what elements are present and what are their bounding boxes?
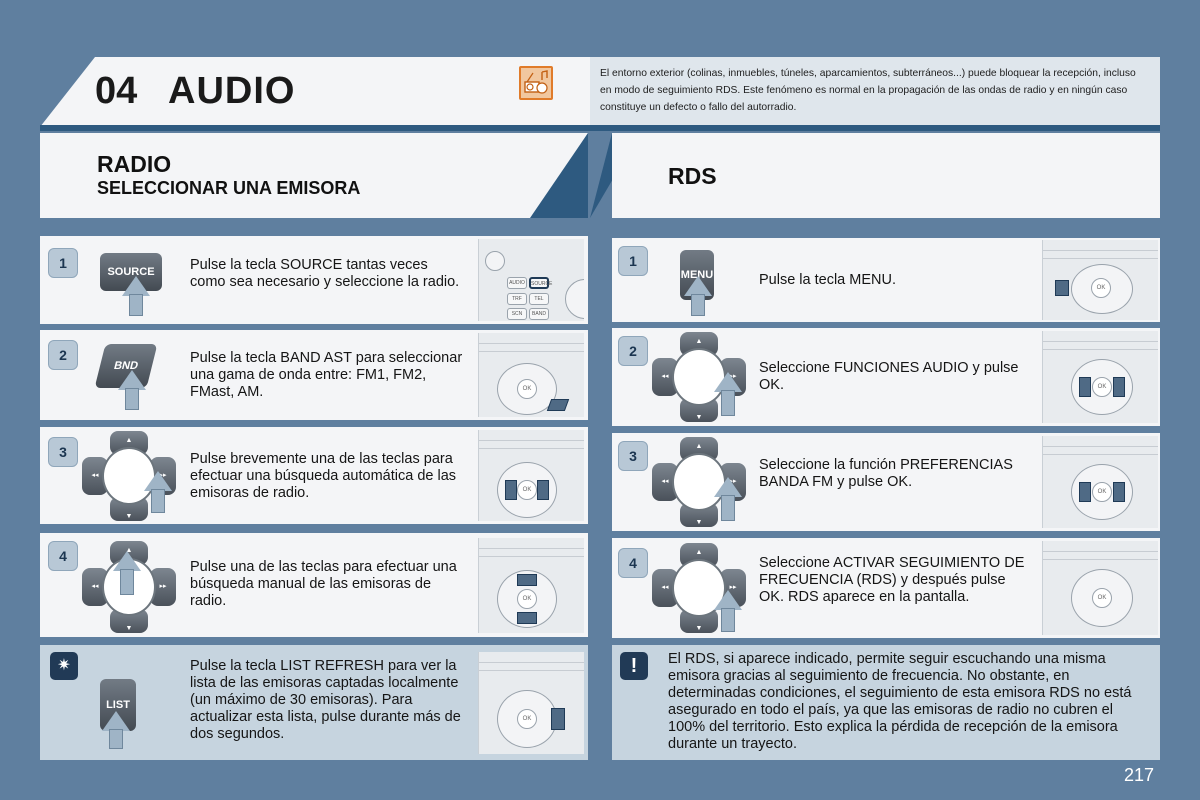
radio-step-3 bbox=[40, 427, 588, 524]
page-number: 217 bbox=[1124, 765, 1155, 785]
thumb-line bbox=[479, 343, 584, 344]
thumb-right-highlight bbox=[1113, 482, 1125, 502]
thumb-line bbox=[1043, 349, 1158, 350]
chapter-title: AUDIO bbox=[168, 70, 296, 112]
step-number-badge: 2 bbox=[48, 340, 78, 370]
step-text: Pulse la tecla SOURCE tantas veces como sea necesario y seleccione la radio. bbox=[190, 257, 460, 290]
pad-up: ▲ bbox=[680, 437, 718, 461]
rds-warning-text: El RDS, si aparece indicado, permite seguir escuchando una misma emisora gracias al seguimiento de frecuencia. No obstante, en determinadas condiciones, el seguimiento de esta emisora RDS no está asegurado en todo el país, ya que las emisoras de radio no cubren el 100% del territorio. Esto explica la pérdida de recepción de la emisora durante un trayecto. bbox=[668, 651, 1132, 752]
thumb-ok-button: OK bbox=[1091, 278, 1111, 298]
step-text: Pulse la tecla BAND AST para seleccionar una gama de onda entre: FM1, FM2, FMast, AM. bbox=[190, 350, 463, 400]
thumb-ok-button: OK bbox=[1092, 588, 1112, 608]
pad-down: ▼ bbox=[680, 609, 718, 633]
pointer-hand-stem bbox=[721, 390, 735, 416]
thumb-line bbox=[1043, 446, 1158, 447]
thumb-line bbox=[479, 670, 584, 671]
rds-step-4 bbox=[612, 538, 1160, 638]
step-text: Pulse brevemente una de las teclas para efectuar una búsqueda automática de las emisoras de radio. bbox=[190, 451, 457, 501]
radio-title: RADIO bbox=[97, 151, 172, 177]
pointer-hand-icon bbox=[714, 372, 742, 392]
pointer-hand-stem bbox=[691, 294, 705, 316]
thumb-band-button: BAND bbox=[529, 308, 549, 320]
step-number-badge: 1 bbox=[618, 246, 648, 276]
thumb-line bbox=[1043, 341, 1158, 342]
thumb-ok-button: OK bbox=[1092, 377, 1112, 397]
thumb-line bbox=[479, 548, 584, 549]
thumb-line bbox=[479, 440, 584, 441]
thumb-list-highlight bbox=[551, 708, 565, 730]
lightbulb-tip-icon: ✷ bbox=[50, 652, 78, 680]
thumb-audio-button: AUDIO bbox=[507, 277, 527, 289]
pad-down: ▼ bbox=[110, 609, 148, 633]
thumb-trf-button: TRF bbox=[507, 293, 527, 305]
pad-down: ▼ bbox=[680, 398, 718, 422]
thumb-left-highlight bbox=[1079, 482, 1091, 502]
control-panel-thumbnail bbox=[1042, 240, 1158, 320]
thumb-line bbox=[1043, 559, 1158, 560]
pointer-hand-icon bbox=[714, 590, 742, 610]
step-number-badge: 3 bbox=[48, 437, 78, 467]
pointer-hand-icon bbox=[113, 551, 141, 571]
pointer-hand-icon bbox=[122, 276, 150, 296]
pointer-hand-icon bbox=[118, 370, 146, 390]
pad-up: ▲ bbox=[110, 541, 148, 565]
radio-step-1 bbox=[40, 236, 588, 324]
rds-step-1 bbox=[612, 238, 1160, 322]
control-panel-thumbnail bbox=[1042, 541, 1158, 635]
pad-right: ▸▸ bbox=[720, 569, 746, 607]
pad-up: ▲ bbox=[680, 543, 718, 567]
band-key-label: BND bbox=[112, 360, 140, 372]
control-panel-thumbnail bbox=[478, 538, 584, 633]
thumb-line bbox=[479, 448, 584, 449]
list-key-label: LIST bbox=[106, 699, 130, 711]
thumb-source-button: SOURCE bbox=[529, 277, 549, 289]
pointer-hand-stem bbox=[129, 294, 143, 316]
radio-subtitle: SELECCIONAR UNA EMISORA bbox=[97, 178, 361, 198]
pad-up: ▲ bbox=[680, 332, 718, 356]
pointer-hand-icon bbox=[144, 471, 172, 491]
thumb-line bbox=[479, 662, 584, 663]
pad-up: ▲ bbox=[110, 431, 148, 455]
radio-faceplate-thumbnail bbox=[478, 239, 584, 321]
step-text: Seleccione FUNCIONES AUDIO y pulse OK. bbox=[759, 360, 1019, 393]
pointer-hand-stem bbox=[151, 489, 165, 513]
pad-left: ◂◂ bbox=[652, 569, 678, 607]
radio-step-4 bbox=[40, 533, 588, 637]
thumb-line bbox=[1043, 250, 1158, 251]
dial-icon bbox=[565, 279, 584, 319]
knob-icon bbox=[485, 251, 505, 271]
menu-key-label: MENU bbox=[680, 269, 714, 281]
step-number-badge: 4 bbox=[48, 541, 78, 571]
step-text: Pulse la tecla MENU. bbox=[759, 272, 896, 288]
chapter-number: 04 bbox=[95, 70, 138, 112]
pad-left: ◂◂ bbox=[82, 568, 108, 606]
thumb-line bbox=[1043, 551, 1158, 552]
pointer-hand-stem bbox=[125, 388, 139, 410]
pad-right: ▸▸ bbox=[720, 463, 746, 501]
thumb-line bbox=[479, 351, 584, 352]
step-number-badge: 1 bbox=[48, 248, 78, 278]
thumb-menu-highlight bbox=[1055, 280, 1069, 296]
header-divider bbox=[40, 125, 1160, 131]
control-panel-thumbnail bbox=[1042, 331, 1158, 423]
thumb-ok-button: OK bbox=[1092, 482, 1112, 502]
thumb-band-highlight bbox=[547, 399, 569, 411]
step-number-badge: 3 bbox=[618, 441, 648, 471]
thumb-tel-button: TEL bbox=[529, 293, 549, 305]
pointer-hand-icon bbox=[102, 711, 130, 731]
thumb-ok-button: OK bbox=[517, 480, 537, 500]
thumb-line bbox=[1043, 258, 1158, 259]
reception-note: El entorno exterior (colinas, inmuebles, túneles, aparcamientos, subterráneos...) puede bloquear la recepción, incluso en modo de seguimiento RDS. Este fenómeno es normal en la propagación de las ondas de radio y en ningún caso constituye un defecto o fallo del autorradio. bbox=[590, 57, 1160, 127]
step-text: Seleccione la función PREFERENCIAS BANDA FM y pulse OK. bbox=[759, 457, 1013, 490]
pointer-hand-icon bbox=[714, 477, 742, 497]
pad-right: ▸▸ bbox=[150, 457, 176, 495]
rds-title: RDS bbox=[668, 163, 717, 189]
list-refresh-tip bbox=[40, 645, 588, 760]
pad-right: ▸▸ bbox=[150, 568, 176, 606]
pointer-hand-stem bbox=[109, 729, 123, 749]
pointer-hand-stem bbox=[120, 569, 134, 595]
step-text: Seleccione ACTIVAR SEGUIMIENTO DE FRECUENCIA (RDS) y después pulse OK. RDS aparece en la pantalla. bbox=[759, 555, 1025, 605]
thumb-right-highlight bbox=[1113, 377, 1125, 397]
pad-left: ◂◂ bbox=[652, 463, 678, 501]
source-key-label: SOURCE bbox=[107, 266, 155, 278]
thumb-left-highlight bbox=[505, 480, 517, 500]
pad-down: ▼ bbox=[110, 497, 148, 521]
thumb-down-highlight bbox=[517, 612, 537, 624]
control-panel-thumbnail bbox=[478, 652, 584, 754]
rds-step-2 bbox=[612, 328, 1160, 426]
pad-left: ◂◂ bbox=[82, 457, 108, 495]
thumb-ok-button: OK bbox=[517, 589, 537, 609]
pointer-hand-stem bbox=[721, 495, 735, 521]
step-text: Pulse una de las teclas para efectuar una búsqueda manual de las emisoras de radio. bbox=[190, 559, 457, 609]
control-panel-thumbnail bbox=[1042, 436, 1158, 528]
thumb-line bbox=[1043, 454, 1158, 455]
thumb-right-highlight bbox=[537, 480, 549, 500]
pointer-hand-icon bbox=[684, 276, 712, 296]
thumb-up-highlight bbox=[517, 574, 537, 586]
warning-icon: ! bbox=[620, 652, 648, 680]
pad-down: ▼ bbox=[680, 503, 718, 527]
thumb-scn-button: SCN bbox=[507, 308, 527, 320]
tip-text: Pulse la tecla LIST REFRESH para ver la lista de las emisoras captadas localmente (un máximo de 30 emisoras). Para actualizar esta lista, pulse durante más de dos segundos. bbox=[190, 658, 461, 742]
pad-right: ▸▸ bbox=[720, 358, 746, 396]
thumb-ok-button: OK bbox=[517, 709, 537, 729]
step-number-badge: 2 bbox=[618, 336, 648, 366]
control-panel-thumbnail bbox=[478, 430, 584, 521]
audio-radio-music-icon bbox=[519, 66, 553, 100]
step-number-badge: 4 bbox=[618, 548, 648, 578]
pointer-hand-stem bbox=[721, 608, 735, 632]
radio-step-2 bbox=[40, 330, 588, 420]
thumb-ok-button: OK bbox=[517, 379, 537, 399]
thumb-left-highlight bbox=[1079, 377, 1091, 397]
control-panel-thumbnail bbox=[478, 333, 584, 417]
rds-step-3 bbox=[612, 433, 1160, 531]
thumb-line bbox=[479, 556, 584, 557]
pad-left: ◂◂ bbox=[652, 358, 678, 396]
